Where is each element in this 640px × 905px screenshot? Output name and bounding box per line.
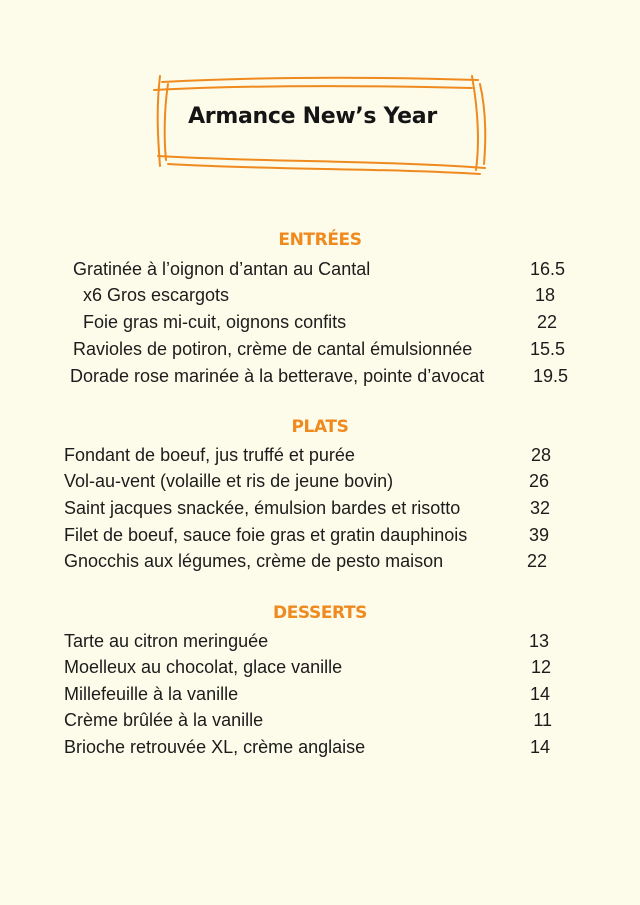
menu-item-price: 12 xyxy=(530,657,551,677)
section-title-plats: PLATS xyxy=(291,417,349,437)
menu-item-price: 22 xyxy=(536,312,557,332)
menu-item-price: 15.5 xyxy=(529,339,565,359)
menu-item-price: 13 xyxy=(528,631,549,651)
menu-item-label: Moelleux au chocolat, glace vanille xyxy=(64,657,343,677)
menu-item-label: Gratinée à l’oignon d’antan au Cantal xyxy=(73,259,371,279)
menu-item-price: 14 xyxy=(529,684,550,704)
title-frame xyxy=(150,70,490,180)
menu-item-label: Filet de boeuf, sauce foie gras et gratin dauphinois xyxy=(64,525,468,545)
menu-title: Armance New’s Year xyxy=(188,104,437,129)
menu-item-price: 28 xyxy=(530,445,551,465)
section-title-desserts: DESSERTS xyxy=(272,603,368,623)
menu-item-label: Crème brûlée à la vanille xyxy=(64,710,264,730)
menu-item-label: Dorade rose marinée à la betterave, pointe d’avocat xyxy=(70,366,485,386)
menu-item-price: 26 xyxy=(528,471,549,491)
menu-item-price: 16.5 xyxy=(529,259,565,279)
menu-item-label: Gnocchis aux légumes, crème de pesto maison xyxy=(64,551,444,571)
section-title-entrees: ENTRÉES xyxy=(278,230,362,250)
menu-item-label: Fondant de boeuf, jus truffé et purée xyxy=(64,445,355,465)
menu-item-label: Saint jacques snackée, émulsion bardes et risotto xyxy=(64,498,461,518)
menu-item-price: 22 xyxy=(526,551,547,571)
menu-item-price: 14 xyxy=(529,737,550,757)
menu-item-label: Ravioles de potiron, crème de cantal émulsionnée xyxy=(73,339,473,359)
menu-item-price: 11 xyxy=(533,710,552,730)
menu-item-label: Brioche retrouvée XL, crème anglaise xyxy=(64,737,366,757)
menu-item-label: Foie gras mi-cuit, oignons confits xyxy=(83,312,347,332)
menu-item-price: 18 xyxy=(534,285,555,305)
menu-item-label: Vol-au-vent (volaille et ris de jeune bovin) xyxy=(64,471,394,491)
menu-item-price: 32 xyxy=(529,498,550,518)
menu-item-label: Tarte au citron meringuée xyxy=(64,631,269,651)
menu-item-price: 39 xyxy=(528,525,549,545)
menu-item-label: Millefeuille à la vanille xyxy=(64,684,239,704)
menu-item-label: x6 Gros escargots xyxy=(83,285,230,305)
menu-item-price: 19.5 xyxy=(532,366,568,386)
